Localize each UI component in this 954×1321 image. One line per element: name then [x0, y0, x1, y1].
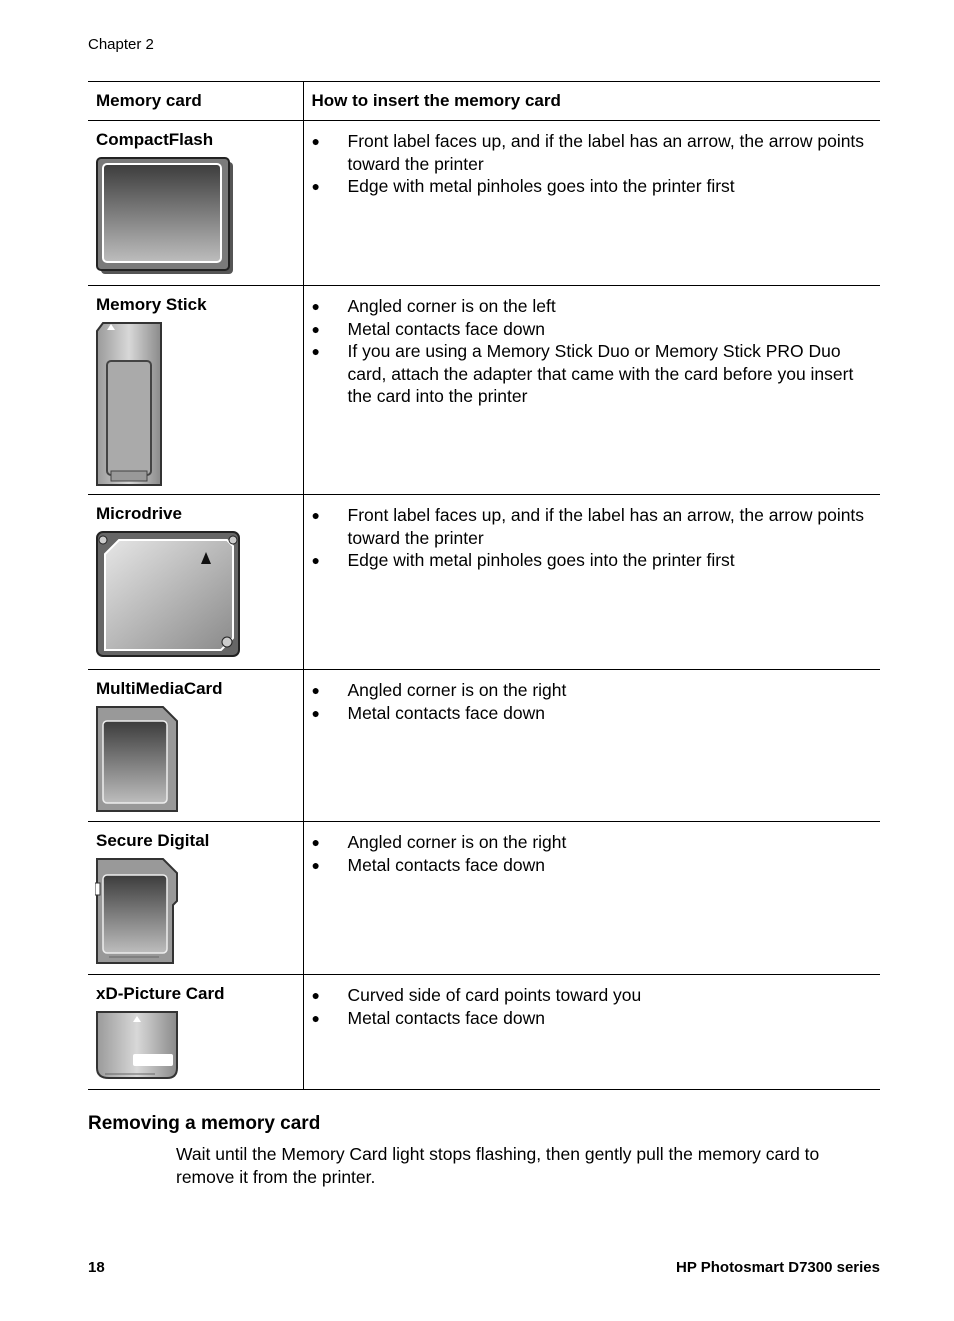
memory-stick-card-image — [88, 315, 303, 494]
column-header-how-to-insert: How to insert the memory card — [303, 82, 880, 121]
list-item: ● Edge with metal pinholes goes into the printer first — [312, 175, 873, 198]
multimediacard-card-image — [88, 699, 303, 820]
chapter-label: Chapter 2 — [88, 36, 154, 53]
list-item: ● Metal contacts face down — [312, 854, 873, 877]
insertion-instructions — [304, 495, 881, 572]
table-row — [88, 975, 880, 1090]
list-item: ● Metal contacts face down — [312, 702, 873, 725]
page-number: 18 — [88, 1259, 105, 1276]
table-row — [88, 495, 880, 670]
list-item: ● Front label faces up, and if the label has an arrow, the arrow points toward the printer — [312, 504, 873, 549]
table-row — [88, 822, 880, 975]
insertion-instructions — [304, 975, 881, 1029]
list-item: ● Edge with metal pinholes goes into the printer first — [312, 549, 873, 572]
card-name: Memory Stick — [96, 295, 207, 314]
card-name: MultiMediaCard — [96, 679, 223, 698]
table-row — [88, 670, 880, 822]
secure-digital-card-image — [88, 851, 303, 972]
list-item: ● Angled corner is on the right — [312, 679, 873, 702]
table-header-row — [88, 82, 880, 121]
list-item: ● Angled corner is on the left — [312, 295, 873, 318]
insertion-instructions — [304, 822, 881, 876]
column-header-memory-card: Memory card — [88, 82, 303, 121]
list-item: ● Front label faces up, and if the label has an arrow, the arrow points toward the printer — [312, 130, 873, 175]
xd-picture-card-image — [88, 1004, 303, 1087]
section-heading: Removing a memory card — [88, 1113, 321, 1134]
card-name: xD-Picture Card — [96, 984, 225, 1003]
section-paragraph: Wait until the Memory Card light stops flashing, then gently pull the memory card to remove it from the printer. — [176, 1144, 820, 1187]
microdrive-card-image — [88, 524, 303, 665]
product-name: HP Photosmart D7300 series — [676, 1259, 880, 1276]
list-item: ● Curved side of card points toward you — [312, 984, 873, 1007]
card-name: Secure Digital — [96, 831, 210, 850]
list-item: ● Metal contacts face down — [312, 318, 873, 341]
card-name: CompactFlash — [96, 130, 214, 149]
insertion-instructions — [304, 286, 881, 408]
list-item: ● Metal contacts face down — [312, 1007, 873, 1030]
memory-card-table — [88, 81, 880, 1090]
card-name: Microdrive — [96, 504, 182, 523]
list-item: ● If you are using a Memory Stick Duo or Memory Stick PRO Duo card, attach the adapter that came with the card before you insert the card into the printer — [312, 340, 873, 408]
compactflash-card-image — [88, 150, 303, 281]
insertion-instructions — [304, 670, 881, 724]
insertion-instructions — [304, 121, 881, 198]
table-row — [88, 286, 880, 495]
list-item: ● Angled corner is on the right — [312, 831, 873, 854]
table-row — [88, 121, 880, 286]
